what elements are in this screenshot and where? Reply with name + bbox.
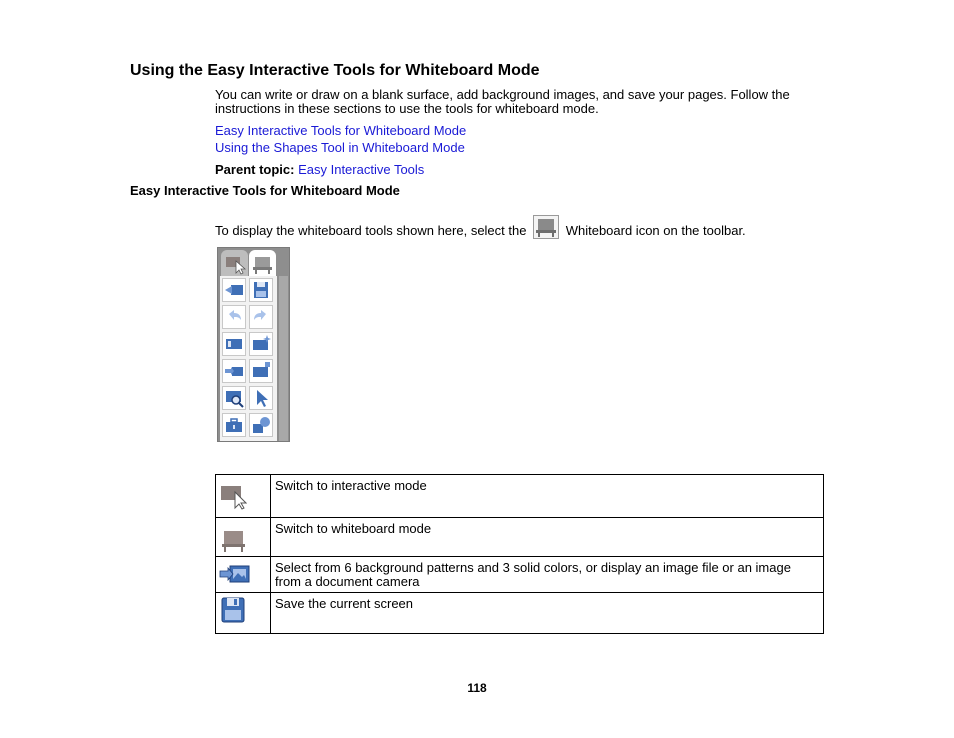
- whiteboard-mode-icon: [219, 525, 247, 553]
- table-row: [216, 475, 824, 518]
- page-list-button[interactable]: [222, 332, 246, 356]
- link-whiteboard-tools[interactable]: Easy Interactive Tools for Whiteboard Mode: [215, 123, 467, 138]
- display-text-after: Whiteboard icon on the toolbar.: [565, 223, 746, 238]
- interactive-mode-tab[interactable]: [221, 250, 248, 276]
- whiteboard-toolbar-image: [217, 247, 290, 442]
- table-text-cell: Switch to whiteboard mode: [271, 518, 824, 557]
- zoom-button[interactable]: [222, 386, 246, 410]
- table-icon-cell: [216, 518, 271, 557]
- table-text-cell: Select from 6 background patterns and 3 solid colors, or display an image file or an image from a document camera: [271, 557, 824, 593]
- display-text-before: To display the whiteboard tools shown here, select the: [215, 223, 527, 238]
- icon-table: [215, 474, 824, 634]
- table-row: [216, 518, 824, 557]
- page-heading: Using the Easy Interactive Tools for Whiteboard Mode: [130, 62, 540, 79]
- shapes-button[interactable]: [249, 413, 273, 437]
- link-shapes-tool[interactable]: Using the Shapes Tool in Whiteboard Mode: [215, 140, 465, 155]
- display-instruction: [215, 215, 746, 239]
- toolbox-button[interactable]: [222, 413, 246, 437]
- toolbar-button-panel: [220, 276, 277, 441]
- new-page-button[interactable]: [249, 332, 273, 356]
- table-row: [216, 557, 824, 593]
- parent-topic: [215, 162, 424, 177]
- redo-button[interactable]: [249, 305, 273, 329]
- undo-button[interactable]: [222, 305, 246, 329]
- table-row: [216, 593, 824, 634]
- table-icon-cell: [216, 475, 271, 518]
- toolbar-scrollbar[interactable]: [279, 276, 288, 441]
- background-button[interactable]: [222, 278, 246, 302]
- intro-paragraph: You can write or draw on a blank surface, add background images, and save your pages. Follow the instructions in these sections to use the tools for whiteboard mode.: [215, 87, 790, 116]
- section-heading: Easy Interactive Tools for Whiteboard Mode: [130, 183, 400, 198]
- whiteboard-mode-tab[interactable]: [249, 250, 276, 276]
- parent-topic-label: Parent topic:: [215, 162, 295, 177]
- page-number: 118: [467, 681, 487, 695]
- duplicate-page-button[interactable]: [249, 359, 273, 383]
- table-icon-cell: [216, 593, 271, 634]
- table-icon-cell: [216, 557, 271, 593]
- pointer-button[interactable]: [249, 386, 273, 410]
- interactive-mode-icon: [219, 482, 247, 510]
- save-button[interactable]: [249, 278, 273, 302]
- whiteboard-icon: [533, 215, 559, 239]
- table-text-cell: Switch to interactive mode: [271, 475, 824, 518]
- insert-page-button[interactable]: [222, 359, 246, 383]
- table-text-cell: Save the current screen: [271, 593, 824, 634]
- background-icon: [219, 560, 247, 588]
- link-parent-topic[interactable]: Easy Interactive Tools: [298, 162, 425, 177]
- save-icon: [219, 596, 247, 624]
